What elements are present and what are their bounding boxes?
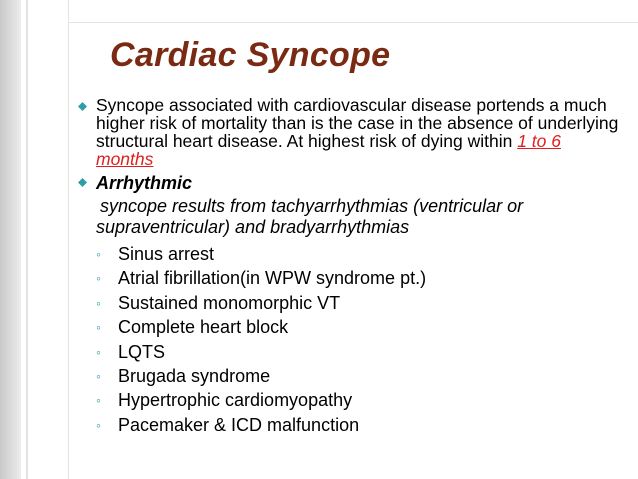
list-item-text: Hypertrophic cardiomyopathy: [118, 390, 353, 411]
slide-title: Cardiac Syncope: [110, 36, 391, 74]
circle-bullet-icon: ◦: [96, 294, 101, 311]
arrhythmic-description: [78, 196, 623, 238]
arrhythmia-list: [78, 242, 623, 437]
circle-bullet-icon: ◦: [96, 343, 101, 360]
diamond-bullet-icon: [78, 178, 87, 187]
list-item-text: Sinus arrest: [118, 244, 215, 264]
list-item: [96, 315, 623, 339]
list-item-text: Brugada syndrome: [118, 365, 271, 386]
circle-bullet-icon: ◦: [96, 246, 101, 262]
list-item-text: Pacemaker & ICD malfunction: [118, 414, 360, 435]
bullet-item-mortality: [78, 96, 623, 168]
left-divider-line: [26, 0, 28, 479]
arrhythmic-heading: Arrhythmic: [96, 173, 193, 193]
list-item: [96, 242, 623, 266]
left-decorative-bar: [0, 0, 21, 479]
frame-vertical-line: [68, 0, 69, 479]
circle-bullet-icon: ◦: [96, 416, 101, 433]
list-item: [96, 413, 623, 437]
description-line-2: supraventricular) and bradyarrhythmias: [96, 217, 410, 237]
list-item: [96, 291, 623, 315]
bullet-item-arrhythmic: [78, 172, 623, 194]
list-item: [96, 388, 623, 412]
description-line-1: syncope results from tachyarrhythmias (ventricular or: [100, 196, 524, 216]
bullet-text: Syncope associated with cardiovascular disease portends a much higher risk of mortality than is the case in the absence of underlying structural heart disease. At highest risk of dying within: [96, 95, 619, 151]
list-item-text: Atrial fibrillation(in WPW syndrome pt.): [118, 268, 427, 289]
circle-bullet-icon: ◦: [96, 392, 101, 409]
slide-content: [78, 96, 623, 437]
list-item: [96, 364, 623, 388]
list-item: [96, 340, 623, 364]
list-item: [96, 266, 623, 290]
list-item-text: Complete heart block: [118, 317, 289, 338]
list-item-text: LQTS: [118, 341, 166, 362]
circle-bullet-icon: ◦: [96, 319, 101, 336]
circle-bullet-icon: ◦: [96, 270, 101, 287]
list-item-text: Sustained monomorphic VT: [118, 292, 341, 313]
frame-top-line: [68, 22, 638, 23]
highlight-duration: 1 to 6 months: [96, 131, 561, 169]
circle-bullet-icon: ◦: [96, 367, 101, 384]
diamond-bullet-icon: [78, 102, 87, 111]
